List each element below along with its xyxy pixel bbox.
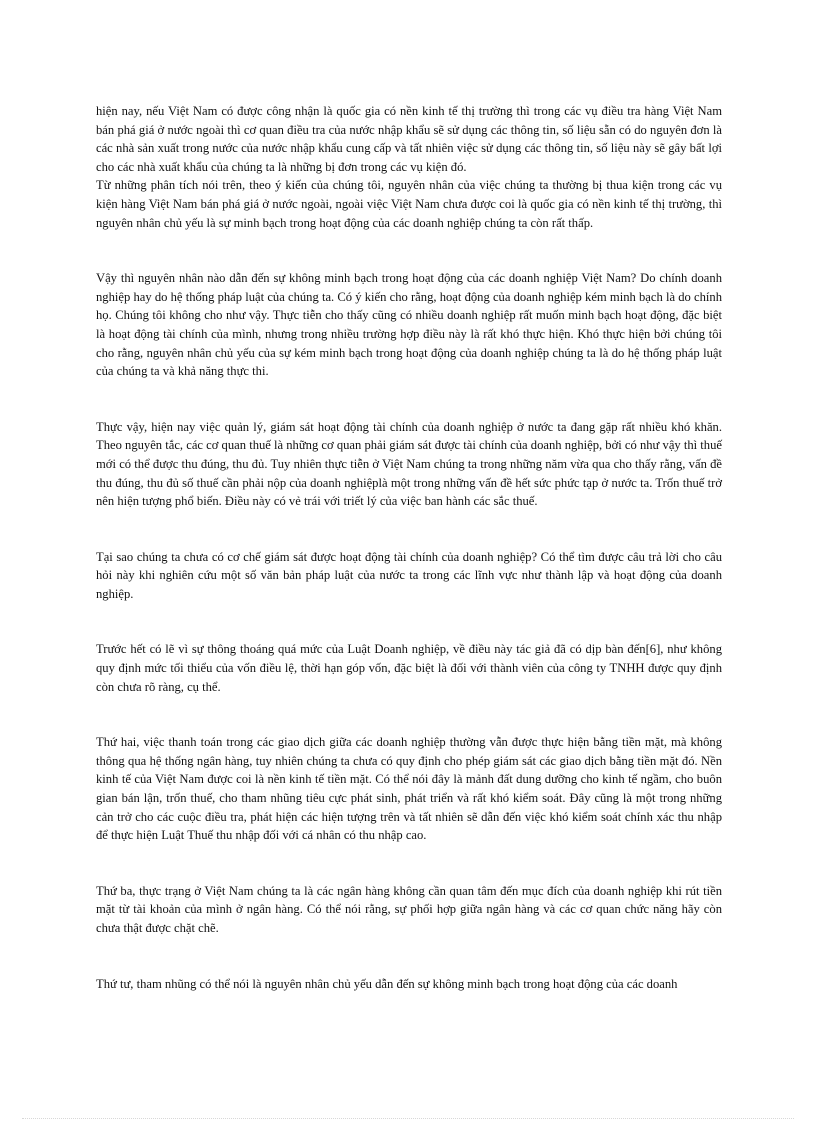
paragraph-spacer <box>96 232 722 269</box>
paragraph-2: Từ những phân tích nói trên, theo ý kiến của chúng tôi, nguyên nhân của việc chúng ta thường bị thua kiện trong các vụ kiện hàng Việt Nam bán phá giá ở nước ngoài, ngoài việc Việt Nam chưa được coi là quốc gia có nền kinh tế thị trường, thì nguyên nhân chủ yếu là sự minh bạch trong hoạt động của các doanh nghiệp chúng ta còn rất thấp. <box>96 178 722 230</box>
paragraph-4: Thực vậy, hiện nay việc quản lý, giám sát hoạt động tài chính của doanh nghiệp ở nước ta đang gặp rất nhiều khó khăn. Theo nguyên tắc, các cơ quan thuế là những cơ quan phải giám sát được tài chính của doanh nghiệp, bởi có như vậy thì thuế mới có thể được thu đúng, thu đủ. Tuy nhiên thực tiễn ở Việt Nam chúng ta trong những năm vừa qua cho thấy rằng, vấn đề thu đúng, thu đủ số thuế cần phải nộp của doanh nghiệplà một trong những vấn đề hết sức phức tạp ở nước ta. Trốn thuế trở nên hiện tượng phổ biến. Điều này có vẻ trái với triết lý của việc ban hành các sắc thuế. <box>96 419 722 509</box>
paragraph-spacer <box>96 381 722 418</box>
paragraph-7: Thứ hai, việc thanh toán trong các giao dịch giữa các doanh nghiệp thường vẫn được thực hiện bằng tiền mặt, mà không thông qua hệ thống ngân hàng, tuy nhiên chúng ta chưa có quy định cho phép giám sát các giao dịch bằng tiền mặt đó. Nền kinh tế của Việt Nam được coi là nền kinh tế tiền mặt. Có thể nói đây là mảnh đất dung dưỡng cho kinh tế ngầm, cho buôn gian bán lận, trốn thuế, cho tham nhũng tiêu cực phát sinh, phát triển và rất khó kiểm soát. Đây cũng là một trong những cản trở cho các cuộc điều tra, phát hiện các hiện tượng trên và tất nhiên sẽ dẫn đến việc khó kiểm soát chính xác thu nhập để thực hiện Luật Thuế thu nhập đối với cá nhân có thu nhập cao. <box>96 735 722 843</box>
paragraph-spacer <box>96 845 722 882</box>
paragraph-1: hiện nay, nếu Việt Nam có được công nhận là quốc gia có nền kinh tế thị trường thì trong các vụ điều tra hàng Việt Nam bán phá giá ở nước ngoài thì cơ quan điều tra của nước nhập khẩu sẽ sử dụng các thông tin, số liệu sẵn có do nguyên đơn là các nhà sản xuất trong nước của nước nhập khẩu cung cấp và tất nhiên việc sử dụng các thông tin, số liệu này sẽ gây bất lợi cho các nhà xuất khẩu của chúng ta là những bị đơn trong các vụ kiện đó. <box>96 104 722 174</box>
paragraph-6: Trước hết có lẽ vì sự thông thoáng quá mức của Luật Doanh nghiệp, về điều này tác giả đã có dịp bàn đến[6], như không quy định mức tối thiểu của vốn điều lệ, thời hạn góp vốn, đặc biệt là đối với thành viên của công ty TNHH được quy định còn chưa rõ ràng, cụ thể. <box>96 642 722 694</box>
document-body <box>96 102 722 993</box>
page-bottom-rule <box>22 1118 794 1119</box>
paragraph-3: Vậy thì nguyên nhân nào dẫn đến sự không minh bạch trong hoạt động của các doanh nghiệp Việt Nam? Do chính doanh nghiệp hay do hệ thống pháp luật của chúng ta. Có ý kiến cho rằng, hoạt động của doanh nghiệp kém minh bạch là do chính họ. Chúng tôi không cho như vậy. Thực tiễn cho thấy cũng có nhiều doanh nghiệp rất muốn minh bạch hoạt động, đặc biệt là hoạt động tài chính của mình, nhưng trong nhiều trường hợp điều này là rất khó thực hiện. Khó thực hiện bởi chúng tôi cho rằng, nguyên nhân chủ yếu của sự kém minh bạch trong hoạt động của doanh nghiệp chúng ta là do hệ thống pháp luật của chúng ta và khả năng thực thi. <box>96 271 722 379</box>
paragraph-9: Thứ tư, tham nhũng có thể nói là nguyên nhân chủ yếu dẫn đến sự không minh bạch trong hoạt động của các doanh <box>96 976 678 991</box>
paragraph-spacer <box>96 696 722 733</box>
paragraph-8: Thứ ba, thực trạng ở Việt Nam chúng ta là các ngân hàng không cần quan tâm đến mục đích của doanh nghiệp khi rút tiền mặt từ tài khoản của mình ở ngân hàng. Có thể nói rằng, sự phối hợp giữa ngân hàng và các cơ quan chức năng hãy còn chưa thật được chặt chẽ. <box>96 883 722 935</box>
paragraph-5: Tại sao chúng ta chưa có cơ chế giám sát được hoạt động tài chính của doanh nghiệp? Có thể tìm được câu trả lời cho câu hỏi này khi nghiên cứu một số văn bản pháp luật của nước ta trong các lĩnh vực như thành lập và hoạt động của doanh nghiệp. <box>96 549 722 601</box>
paragraph-spacer <box>96 511 722 548</box>
paragraph-spacer <box>96 938 722 975</box>
paragraph-spacer <box>96 603 722 640</box>
